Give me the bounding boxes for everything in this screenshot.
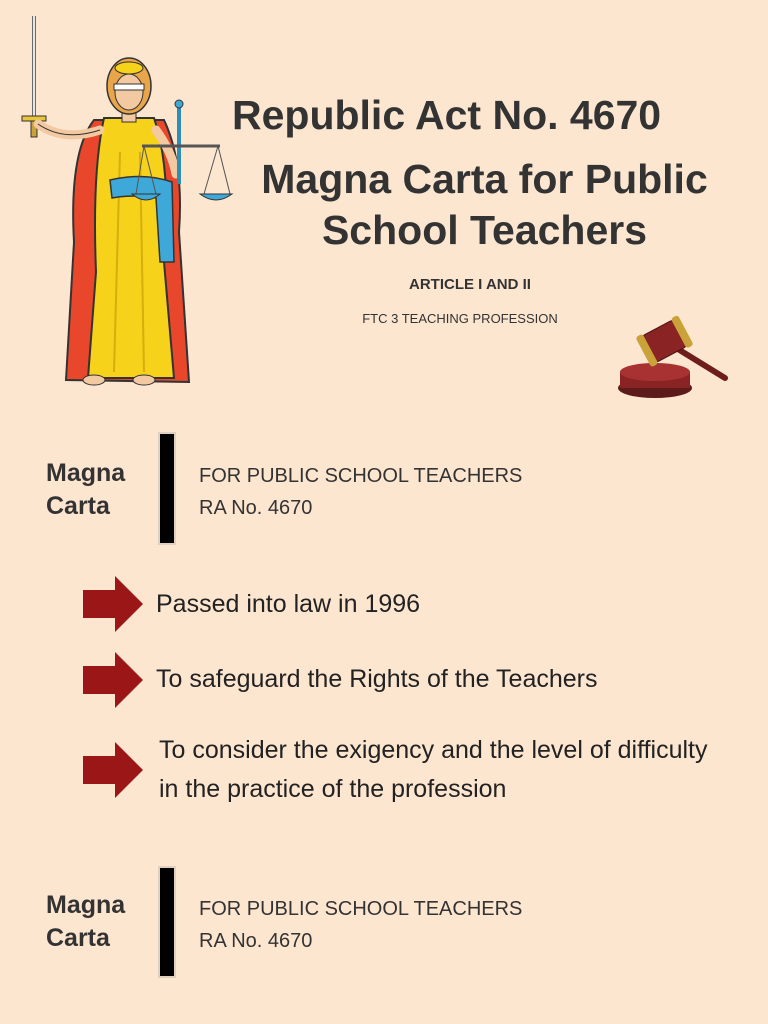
section-divider <box>158 432 176 545</box>
section-line: FOR PUBLIC SCHOOL TEACHERS <box>199 898 523 920</box>
page-subtitle: Magna Carta for Public School Teachers <box>261 156 708 253</box>
section-label: Magna Carta <box>46 459 126 520</box>
bullet-text: To consider the exigency and the level of difficulty in the practice of the profession <box>159 736 708 803</box>
section-line: RA No. 4670 <box>199 497 313 519</box>
course-label: FTC 3 TEACHING PROFESSION <box>362 311 558 326</box>
lady-justice-icon <box>14 12 236 392</box>
section-details <box>199 893 699 957</box>
section-divider <box>158 866 176 978</box>
section-line: FOR PUBLIC SCHOOL TEACHERS <box>199 465 523 487</box>
arrow-right-icon <box>83 652 143 708</box>
bullet-text: To safeguard the Rights of the Teachers <box>156 665 598 693</box>
arrow-right-icon <box>83 742 143 798</box>
page-title: Republic Act No. 4670 <box>232 92 662 138</box>
section-line: RA No. 4670 <box>199 930 313 952</box>
section-label: Magna Carta <box>46 891 126 952</box>
section-details <box>199 460 699 524</box>
bullet-text: Passed into law in 1996 <box>156 590 421 618</box>
gavel-icon <box>615 312 730 404</box>
article-label: ARTICLE I AND II <box>409 276 531 293</box>
arrow-right-icon <box>83 576 143 632</box>
